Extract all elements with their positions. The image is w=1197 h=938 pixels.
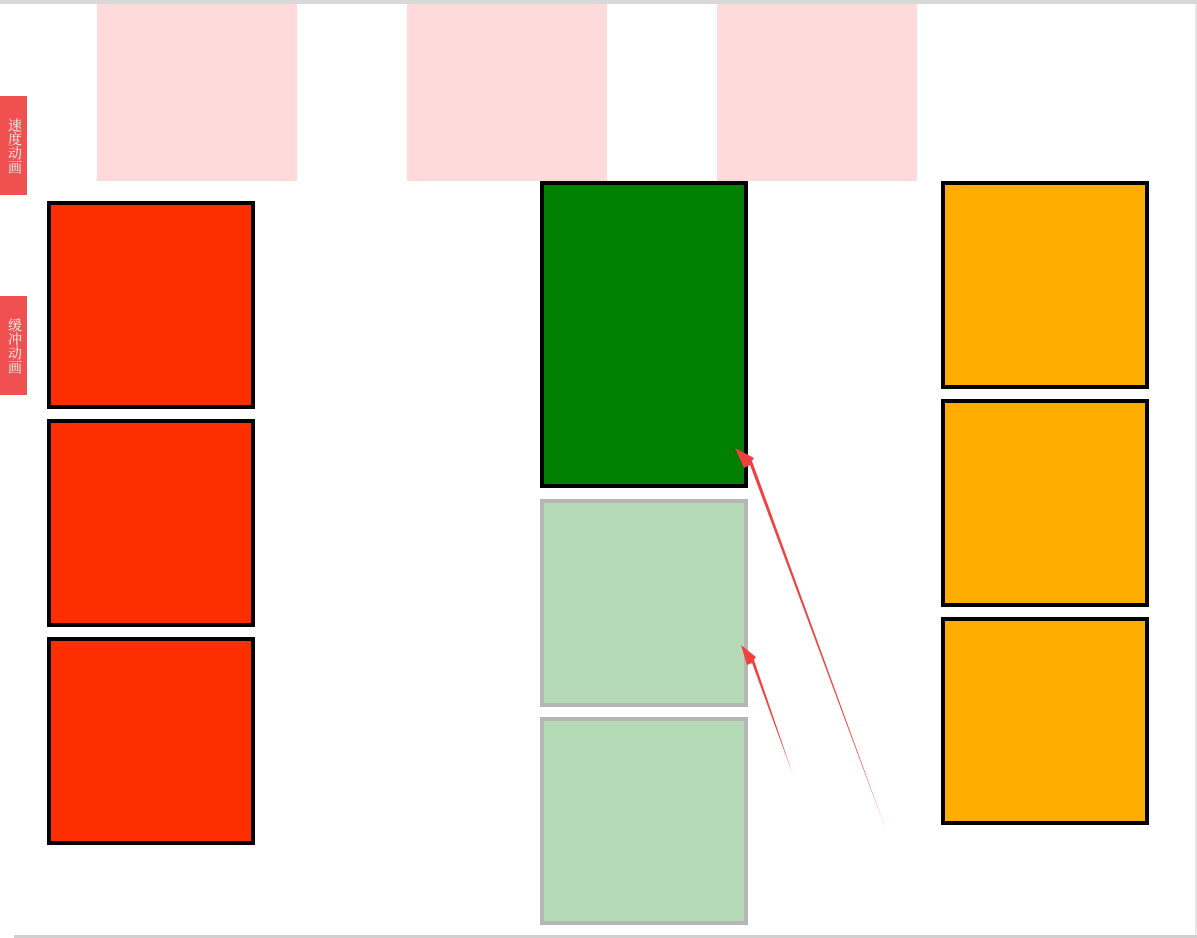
orange-box-3 xyxy=(941,617,1149,825)
placeholder-block-3 xyxy=(717,4,917,181)
red-box-3 xyxy=(47,637,255,845)
speed-animation-button[interactable]: 速度动画 xyxy=(0,96,27,195)
orange-box-1 xyxy=(941,181,1149,389)
green-box xyxy=(540,181,748,488)
red-box-2 xyxy=(47,419,255,627)
red-box-1 xyxy=(47,201,255,409)
arrow-long xyxy=(735,448,886,830)
ghost-box-2 xyxy=(540,717,748,925)
ghost-box-1 xyxy=(540,499,748,707)
orange-box-2 xyxy=(941,399,1149,607)
arrow-short xyxy=(741,645,793,775)
placeholder-block-2 xyxy=(407,4,607,181)
buffer-animation-button[interactable]: 缓冲动画 xyxy=(0,296,27,395)
placeholder-block-1 xyxy=(97,4,297,181)
